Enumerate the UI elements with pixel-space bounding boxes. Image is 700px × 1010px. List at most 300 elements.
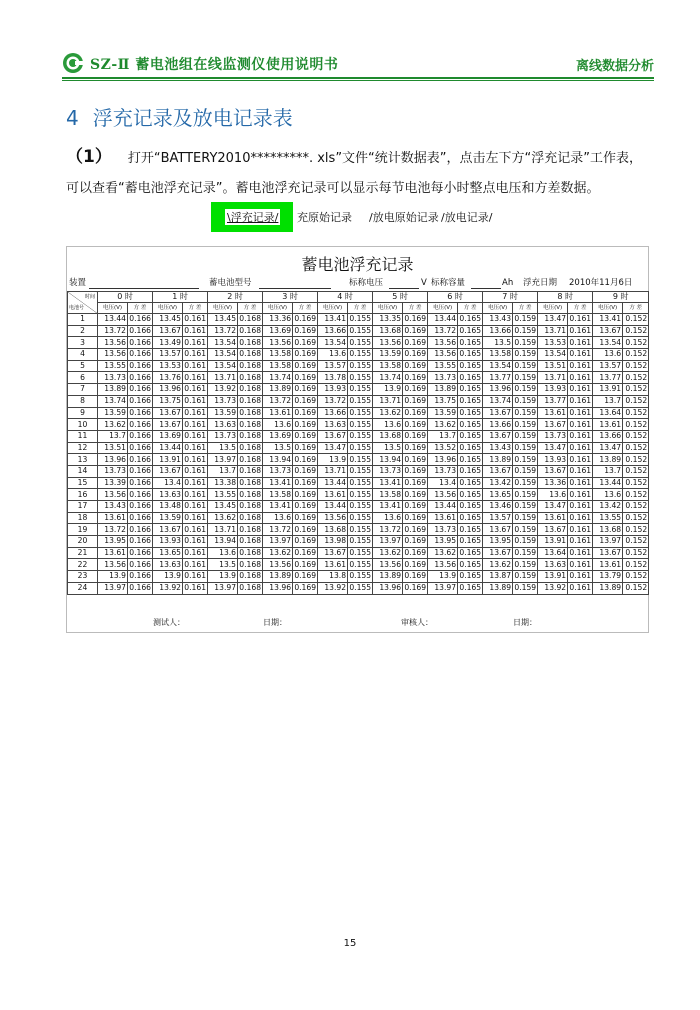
voltage-cell: 13.67 [153, 524, 183, 536]
voltage-cell: 13.75 [428, 395, 458, 407]
variance-cell: 0.161 [569, 489, 592, 499]
voltage-cell: 13.55 [98, 360, 128, 372]
header-divider [62, 77, 654, 79]
voltage-col-header: 电压(V) [208, 303, 238, 314]
voltage-cell: 13.43 [98, 501, 128, 513]
voltage-cell: 13.39 [98, 477, 128, 489]
voltage-cell: 13.66 [483, 419, 513, 431]
voltage-cell: 13.61 [428, 512, 458, 524]
voltage-cell: 13.73 [208, 430, 238, 442]
voltage-cell: 13.59 [373, 349, 403, 361]
voltage-cell: 13.67 [538, 465, 568, 477]
voltage-cell: 13.56 [263, 337, 293, 349]
tab-float-record[interactable]: \浮充记录/ [227, 211, 279, 224]
voltage-cell: 13.6 [263, 419, 293, 431]
capacity-label: 标称容量 [431, 278, 466, 288]
voltage-cell: 13.92 [538, 582, 568, 594]
voltage-cell: 13.57 [318, 360, 348, 372]
voltage-cell: 13.87 [483, 571, 513, 583]
voltage-cell: 13.6 [538, 489, 568, 501]
variance-cell: 0.169 [294, 337, 317, 347]
date-label-2: 日期： [513, 618, 537, 627]
voltage-cell: 13.62 [373, 407, 403, 419]
voltage-cell: 13.5 [373, 442, 403, 454]
voltage-cell: 13.73 [428, 372, 458, 384]
variance-cell: 0.152 [623, 442, 649, 454]
variance-cell: 0.159 [514, 466, 537, 476]
variance-cell: 0.169 [294, 466, 317, 476]
variance-cell: 0.165 [459, 361, 482, 371]
variance-cell: 0.159 [514, 337, 537, 347]
variance-cell: 0.166 [129, 559, 152, 569]
voltage-cell: 13.54 [483, 360, 513, 372]
variance-cell: 0.155 [349, 396, 372, 406]
voltage-cell: 13.61 [98, 512, 128, 524]
variance-cell: 0.168 [239, 524, 262, 534]
variance-cell: 0.168 [239, 396, 262, 406]
voltage-cell: 13.56 [428, 489, 458, 501]
voltage-cell: 13.41 [263, 477, 293, 489]
table-row [68, 442, 649, 454]
tab-charge-raw[interactable]: 充原始记录 [297, 211, 352, 224]
variance-cell: 0.155 [349, 559, 372, 569]
table-row [68, 384, 649, 396]
variance-cell: 0.169 [294, 407, 317, 417]
voltage-cell: 13.54 [593, 337, 623, 349]
table-row [68, 501, 649, 513]
variance-cell: 0.169 [294, 384, 317, 394]
table-row [68, 349, 649, 361]
variance-cell: 0.165 [459, 442, 482, 452]
variance-cell: 0.169 [294, 548, 317, 558]
voltage-cell: 13.53 [153, 360, 183, 372]
voltage-cell: 13.7 [593, 465, 623, 477]
voltage-cell: 13.43 [483, 314, 513, 326]
table-row [68, 430, 649, 442]
section-number: 4 [66, 106, 79, 130]
voltage-cell: 13.52 [428, 442, 458, 454]
header-divider-thin [62, 80, 654, 81]
variance-cell: 0.152 [623, 325, 649, 337]
variance-cell: 0.161 [184, 513, 207, 523]
table-row [68, 536, 649, 548]
voltage-cell: 13.58 [483, 349, 513, 361]
voltage-cell: 13.62 [428, 419, 458, 431]
variance-cell: 0.155 [349, 536, 372, 546]
voltage-cell: 13.96 [153, 384, 183, 396]
voltage-cell: 13.71 [208, 524, 238, 536]
sheet-tabs [211, 202, 501, 232]
voltage-cell: 13.7 [593, 395, 623, 407]
variance-cell: 0.161 [184, 372, 207, 382]
variance-cell: 0.169 [404, 396, 427, 406]
variance-cell: 0.159 [514, 583, 537, 593]
voltage-col-header: 电压(V) [153, 303, 183, 314]
chapter-title: 离线数据分析 [575, 59, 654, 74]
voltage-cell: 13.89 [263, 384, 293, 396]
voltage-cell: 13.61 [98, 547, 128, 559]
variance-cell: 0.155 [349, 524, 372, 534]
variance-cell: 0.165 [459, 559, 482, 569]
variance-cell: 0.169 [404, 454, 427, 464]
hour-header: 4 时 [318, 292, 373, 303]
variance-cell: 0.168 [239, 559, 262, 569]
voltage-cell: 13.56 [98, 349, 128, 361]
voltage-cell: 13.92 [208, 384, 238, 396]
voltage-cell: 13.67 [538, 419, 568, 431]
voltage-cell: 13.57 [593, 360, 623, 372]
variance-cell: 0.161 [569, 477, 592, 487]
variance-cell: 0.159 [514, 407, 537, 417]
hour-header-row [68, 292, 649, 303]
variance-cell: 0.169 [404, 583, 427, 593]
tab-discharge-record[interactable]: /放电记录/ [441, 211, 493, 224]
voltage-cell: 13.97 [98, 582, 128, 594]
variance-cell: 0.155 [349, 548, 372, 558]
voltage-cell: 13.54 [208, 360, 238, 372]
battery-number-cell: 6 [68, 372, 98, 384]
variance-cell: 0.165 [459, 489, 482, 499]
variance-cell: 0.169 [294, 571, 317, 581]
variance-cell: 0.169 [404, 524, 427, 534]
voltage-cell: 13.66 [593, 430, 623, 442]
voltage-cell: 13.96 [483, 384, 513, 396]
table-row [68, 325, 649, 337]
voltage-cell: 13.42 [483, 477, 513, 489]
voltage-cell: 13.63 [538, 559, 568, 571]
variance-cell: 0.169 [294, 396, 317, 406]
voltage-cell: 13.63 [318, 419, 348, 431]
variance-cell: 0.168 [239, 337, 262, 347]
table-row [68, 512, 649, 524]
variance-cell: 0.161 [184, 361, 207, 371]
voltage-cell: 13.72 [98, 325, 128, 337]
variance-cell: 0.169 [404, 407, 427, 417]
variance-cell: 0.152 [623, 524, 649, 536]
table-row [68, 547, 649, 559]
variance-cell: 0.166 [129, 407, 152, 417]
variance-cell: 0.155 [349, 419, 372, 429]
voltage-cell: 13.67 [153, 325, 183, 337]
variance-cell: 0.155 [349, 477, 372, 487]
sheet-title: 蓄电池浮充记录 [301, 255, 414, 274]
variance-cell: 0.161 [569, 361, 592, 371]
variance-cell: 0.161 [569, 454, 592, 464]
voltage-cell: 13.56 [98, 337, 128, 349]
voltage-cell: 13.91 [153, 454, 183, 466]
variance-cell: 0.155 [349, 361, 372, 371]
variance-cell: 0.155 [349, 372, 372, 382]
variance-cell: 0.169 [404, 349, 427, 359]
voltage-cell: 13.73 [208, 395, 238, 407]
battery-number-cell: 9 [68, 407, 98, 419]
voltage-cell: 13.63 [153, 559, 183, 571]
variance-cell: 0.161 [184, 384, 207, 394]
variance-cell: 0.166 [129, 477, 152, 487]
table-row [68, 489, 649, 501]
variance-cell: 0.161 [569, 372, 592, 382]
variance-cell: 0.161 [569, 501, 592, 511]
battery-number-cell: 17 [68, 501, 98, 513]
voltage-cell: 13.9 [98, 571, 128, 583]
table-row [68, 360, 649, 372]
voltage-cell: 13.41 [318, 314, 348, 326]
variance-cell: 0.165 [459, 431, 482, 441]
variance-cell: 0.165 [459, 524, 482, 534]
voltage-cell: 13.73 [428, 465, 458, 477]
voltage-cell: 13.65 [153, 547, 183, 559]
battery-number-cell: 16 [68, 489, 98, 501]
variance-cell: 0.159 [514, 349, 537, 359]
variance-cell: 0.165 [459, 407, 482, 417]
voltage-cell: 13.6 [318, 349, 348, 361]
float-date-value: 2010年11月6日 [569, 278, 633, 288]
voltage-cell: 13.44 [318, 501, 348, 513]
variance-cell: 0.168 [239, 513, 262, 523]
voltage-cell: 13.67 [318, 430, 348, 442]
table-row [68, 419, 649, 431]
voltage-cell: 13.74 [98, 395, 128, 407]
battery-number-cell: 7 [68, 384, 98, 396]
variance-col-header: 方 差 [128, 303, 153, 314]
voltage-cell: 13.41 [373, 477, 403, 489]
variance-cell: 0.155 [349, 571, 372, 581]
variance-cell: 0.169 [404, 489, 427, 499]
voltage-cell: 13.57 [153, 349, 183, 361]
variance-cell: 0.152 [623, 419, 649, 431]
voltage-cell: 13.72 [318, 395, 348, 407]
voltage-cell: 13.96 [98, 454, 128, 466]
table-row [68, 454, 649, 466]
voltage-cell: 13.74 [263, 372, 293, 384]
voltage-cell: 13.7 [98, 430, 128, 442]
battery-number-cell: 10 [68, 419, 98, 431]
voltage-cell: 13.59 [208, 407, 238, 419]
variance-cell: 0.161 [569, 548, 592, 558]
voltage-cell: 13.44 [98, 314, 128, 326]
variance-cell: 0.159 [514, 419, 537, 429]
variance-cell: 0.168 [239, 361, 262, 371]
variance-cell: 0.159 [514, 384, 537, 394]
variance-cell: 0.161 [184, 349, 207, 359]
variance-cell: 0.152 [623, 559, 649, 571]
voltage-cell: 13.6 [208, 547, 238, 559]
voltage-col-header: 电压(V) [263, 303, 293, 314]
voltage-cell: 13.95 [98, 536, 128, 548]
voltage-cell: 13.49 [153, 337, 183, 349]
variance-cell: 0.155 [349, 326, 372, 336]
variance-cell: 0.168 [239, 466, 262, 476]
variance-cell: 0.169 [404, 501, 427, 511]
voltage-cell: 13.61 [318, 559, 348, 571]
variance-cell: 0.165 [459, 477, 482, 487]
battery-number-cell: 14 [68, 465, 98, 477]
variance-cell: 0.169 [404, 337, 427, 347]
voltage-cell: 13.56 [98, 489, 128, 501]
voltage-cell: 13.58 [373, 360, 403, 372]
variance-cell: 0.168 [239, 489, 262, 499]
voltage-cell: 13.63 [208, 419, 238, 431]
voltage-cell: 13.44 [593, 477, 623, 489]
voltage-cell: 13.72 [428, 325, 458, 337]
voltage-cell: 13.64 [593, 407, 623, 419]
variance-cell: 0.161 [569, 583, 592, 593]
variance-cell: 0.161 [184, 396, 207, 406]
float-date-label: 浮充日期 [523, 278, 558, 288]
variance-cell: 0.159 [514, 361, 537, 371]
variance-cell: 0.161 [569, 349, 592, 359]
variance-col-header: 方 差 [513, 303, 538, 314]
variance-cell: 0.169 [294, 442, 317, 452]
voltage-cell: 13.58 [263, 349, 293, 361]
voltage-cell: 13.89 [373, 571, 403, 583]
voltage-cell: 13.73 [98, 372, 128, 384]
voltage-cell: 13.72 [373, 524, 403, 536]
variance-col-header: 方 差 [568, 303, 593, 314]
voltage-cell: 13.41 [373, 501, 403, 513]
voltage-cell: 13.77 [483, 372, 513, 384]
voltage-col-header: 电压(V) [318, 303, 348, 314]
variance-cell: 0.161 [184, 559, 207, 569]
voltage-cell: 13.35 [373, 314, 403, 326]
variance-cell: 0.159 [514, 396, 537, 406]
variance-cell: 0.155 [349, 431, 372, 441]
voltage-cell: 13.55 [428, 360, 458, 372]
voltage-cell: 13.51 [538, 360, 568, 372]
variance-cell: 0.152 [623, 430, 649, 442]
table-row [68, 372, 649, 384]
variance-cell: 0.165 [459, 548, 482, 558]
variance-cell: 0.169 [404, 477, 427, 487]
variance-cell: 0.155 [349, 407, 372, 417]
voltage-cell: 13.59 [98, 407, 128, 419]
voltage-cell: 13.54 [208, 337, 238, 349]
hour-header: 6 时 [428, 292, 483, 303]
variance-cell: 0.161 [569, 466, 592, 476]
voltage-cell: 13.68 [318, 524, 348, 536]
variance-cell: 0.159 [514, 536, 537, 546]
voltage-cell: 13.61 [318, 489, 348, 501]
variance-cell: 0.169 [294, 501, 317, 511]
reviewer-label: 审核人： [401, 618, 433, 627]
voltage-cell: 13.9 [373, 384, 403, 396]
variance-cell: 0.161 [184, 326, 207, 336]
table-row [68, 314, 649, 326]
variance-cell: 0.152 [623, 501, 649, 513]
variance-cell: 0.169 [404, 326, 427, 336]
voltage-cell: 13.6 [373, 419, 403, 431]
variance-cell: 0.161 [569, 431, 592, 441]
variance-cell: 0.169 [294, 454, 317, 464]
variance-cell: 0.166 [129, 524, 152, 534]
variance-cell: 0.165 [459, 326, 482, 336]
voltage-cell: 13.68 [373, 430, 403, 442]
variance-cell: 0.155 [349, 442, 372, 452]
voltage-cell: 13.7 [428, 430, 458, 442]
variance-cell: 0.169 [404, 372, 427, 382]
variance-cell: 0.161 [569, 314, 592, 324]
voltage-cell: 13.91 [538, 571, 568, 583]
variance-cell: 0.159 [514, 477, 537, 487]
variance-cell: 0.161 [569, 396, 592, 406]
voltage-cell: 13.95 [483, 536, 513, 548]
variance-cell: 0.166 [129, 442, 152, 452]
battery-number-cell: 11 [68, 430, 98, 442]
voltage-cell: 13.71 [538, 325, 568, 337]
voltage-cell: 13.36 [538, 477, 568, 489]
variance-cell: 0.169 [294, 314, 317, 324]
variance-cell: 0.169 [294, 513, 317, 523]
voltage-cell: 13.69 [263, 325, 293, 337]
variance-cell: 0.166 [129, 349, 152, 359]
corner-cell [68, 292, 98, 314]
voltage-cell: 13.55 [593, 512, 623, 524]
variance-cell: 0.169 [294, 559, 317, 569]
variance-cell: 0.159 [514, 513, 537, 523]
table-row [68, 337, 649, 349]
variance-cell: 0.159 [514, 454, 537, 464]
variance-cell: 0.169 [404, 466, 427, 476]
voltage-cell: 13.89 [428, 384, 458, 396]
variance-cell: 0.159 [514, 571, 537, 581]
voltage-cell: 13.47 [593, 442, 623, 454]
variance-cell: 0.166 [129, 489, 152, 499]
voltage-cell: 13.59 [428, 407, 458, 419]
variance-cell: 0.152 [623, 407, 649, 419]
variance-cell: 0.161 [569, 536, 592, 546]
float-record-table [67, 291, 649, 595]
voltage-cell: 13.44 [428, 501, 458, 513]
variance-cell: 0.161 [569, 407, 592, 417]
voltage-cell: 13.56 [373, 559, 403, 571]
variance-cell: 0.152 [623, 536, 649, 548]
variance-col-header: 方 差 [403, 303, 428, 314]
variance-cell: 0.152 [623, 372, 649, 384]
voltage-cell: 13.97 [208, 582, 238, 594]
voltage-cell: 13.7 [208, 465, 238, 477]
variance-cell: 0.165 [459, 583, 482, 593]
voltage-cell: 13.77 [538, 395, 568, 407]
voltage-cell: 13.73 [538, 430, 568, 442]
variance-cell: 0.166 [129, 571, 152, 581]
voltage-cell: 13.54 [538, 349, 568, 361]
voltage-cell: 13.93 [153, 536, 183, 548]
battery-number-cell: 22 [68, 559, 98, 571]
variance-cell: 0.168 [239, 454, 262, 464]
variance-cell: 0.161 [569, 524, 592, 534]
voltage-cell: 13.46 [483, 501, 513, 513]
voltage-cell: 13.79 [593, 571, 623, 583]
voltage-cell: 13.45 [208, 314, 238, 326]
voltage-blank [389, 277, 419, 289]
voltage-cell: 13.97 [428, 582, 458, 594]
variance-col-header: 方 差 [348, 303, 373, 314]
battery-number-cell: 5 [68, 360, 98, 372]
variance-cell: 0.169 [404, 442, 427, 452]
voltage-cell: 13.89 [483, 454, 513, 466]
voltage-cell: 13.56 [318, 512, 348, 524]
tab-discharge-raw[interactable]: /放电原始记录 [369, 211, 439, 224]
variance-cell: 0.169 [404, 548, 427, 558]
variance-cell: 0.168 [239, 419, 262, 429]
variance-cell: 0.152 [623, 477, 649, 489]
voltage-cell: 13.41 [263, 501, 293, 513]
voltage-cell: 13.74 [483, 395, 513, 407]
voltage-cell: 13.61 [538, 407, 568, 419]
voltage-col-header: 电压(V) [538, 303, 568, 314]
voltage-cell: 13.73 [373, 465, 403, 477]
voltage-cell: 13.67 [153, 407, 183, 419]
